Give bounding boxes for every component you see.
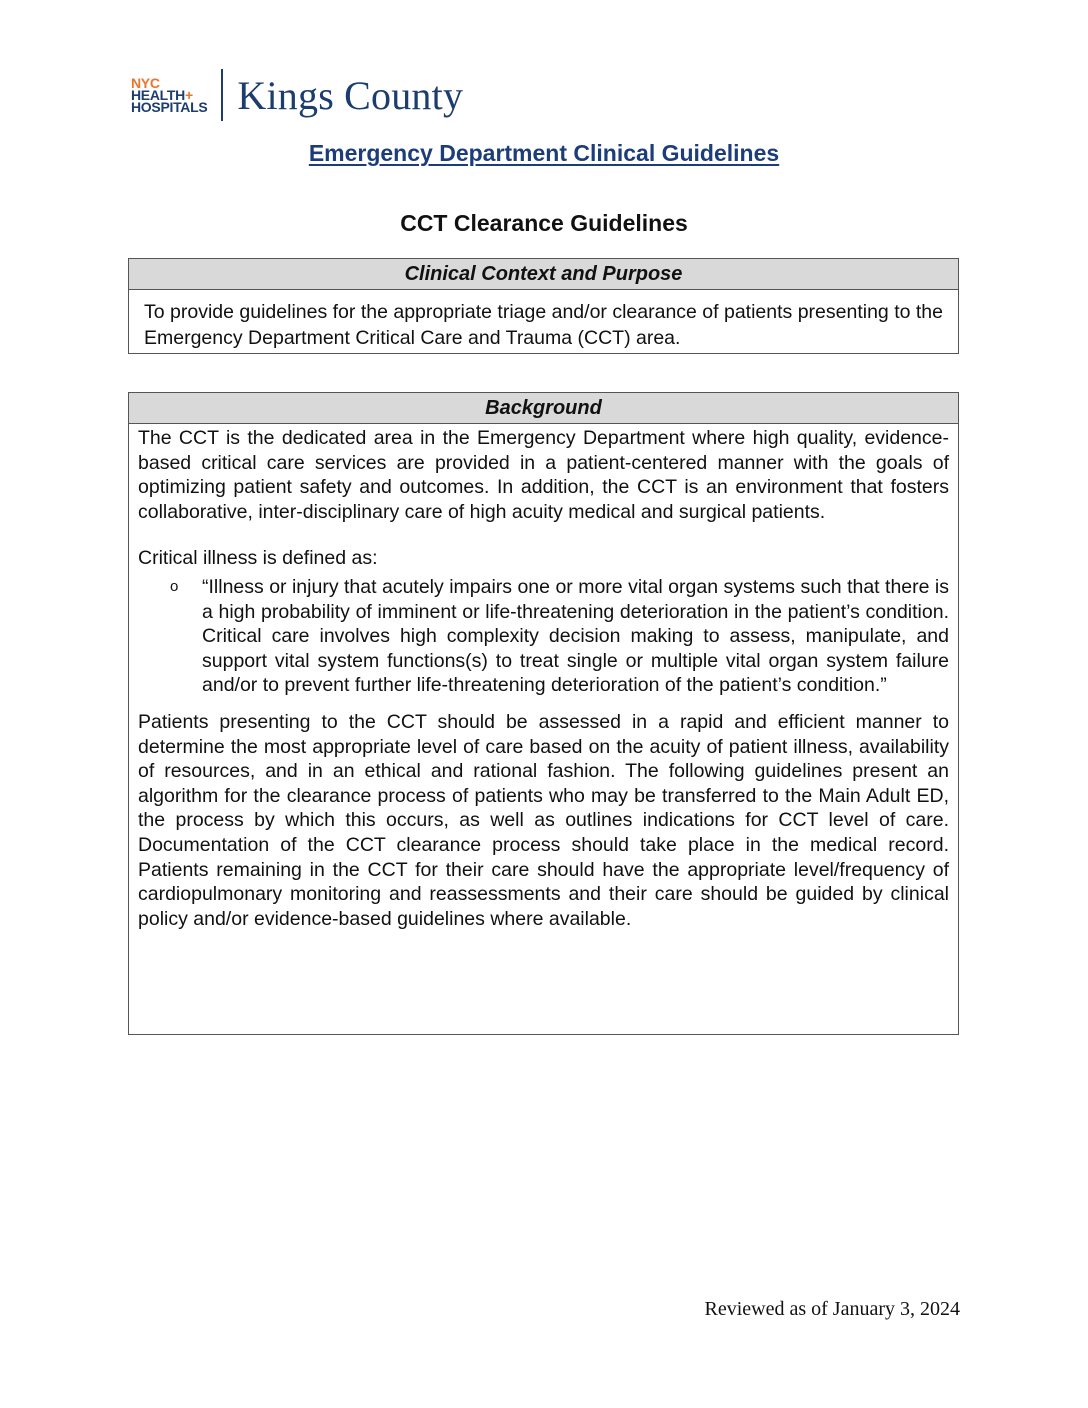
background-paragraph: The CCT is the dedicated area in the Emergency Department where high quality, evidence-based critical care services are provided in a patient-centered manner with the goals of optimizing patient safety and outcomes. In addition, the CCT is an environment that fosters collaborative, inter-disciplinary care of high acuity medical and surgical patients. xyxy=(138,427,949,523)
plus-icon: + xyxy=(184,87,193,103)
background-heading: Background xyxy=(129,393,958,424)
context-heading: Clinical Context and Purpose xyxy=(129,259,958,290)
context-section xyxy=(128,258,959,354)
document-subtitle: CCT Clearance Guidelines xyxy=(400,210,688,236)
definition-list-item xyxy=(138,575,949,698)
definition-quote: “Illness or injury that acutely impairs one or more vital organ systems such that there is a high probability of imminent or life-threatening deterioration in the patient’s condition. Critical care involves high complexity decision making to assess, manipulate, and support vital system functions(s) to treat single or multiple vital organ system failure and/or to prevent further life-threatening deterioration of the patient’s condition.” xyxy=(202,575,949,697)
background-body xyxy=(129,424,958,931)
review-date: Reviewed as of January 3, 2024 xyxy=(704,1298,960,1320)
background-paragraph: Patients presenting to the CCT should be assessed in a rapid and efficient manner to determine the most appropriate level of care based on the acuity of patient illness, availability of resources, and in an ethical and rational fashion. The following guidelines present an algorithm for the clearance process of patients who may be transferred to the Main Adult ED, the process by which this occurs, as well as outlines indications for CCT level of care. Documentation of the CCT clearance process should take place in the medical record. Patients remaining in the CCT for their care should have the appropriate level/frequency of cardiopulmonary monitoring and reassessments and their care should be guided by clinical policy and/or evidence-based guidelines where available. xyxy=(138,710,949,930)
kings-county-wordmark: Kings County xyxy=(237,72,464,118)
definition-intro: Critical illness is defined as: xyxy=(138,547,378,570)
document-title: Emergency Department Clinical Guidelines xyxy=(308,140,780,166)
nyc-health-hospitals-wordmark: NYC HEALTH+ HOSPITALS xyxy=(131,75,208,115)
hospital-logo xyxy=(131,67,463,123)
bullet-marker: o xyxy=(170,577,179,595)
paragraph-spacer xyxy=(138,524,949,546)
logo-divider xyxy=(221,69,223,121)
context-text: To provide guidelines for the appropriate triage and/or clearance of patients presenting to the Emergency Department Critical Care and Trauma (CCT) area. xyxy=(144,301,943,349)
background-section xyxy=(128,392,959,1035)
